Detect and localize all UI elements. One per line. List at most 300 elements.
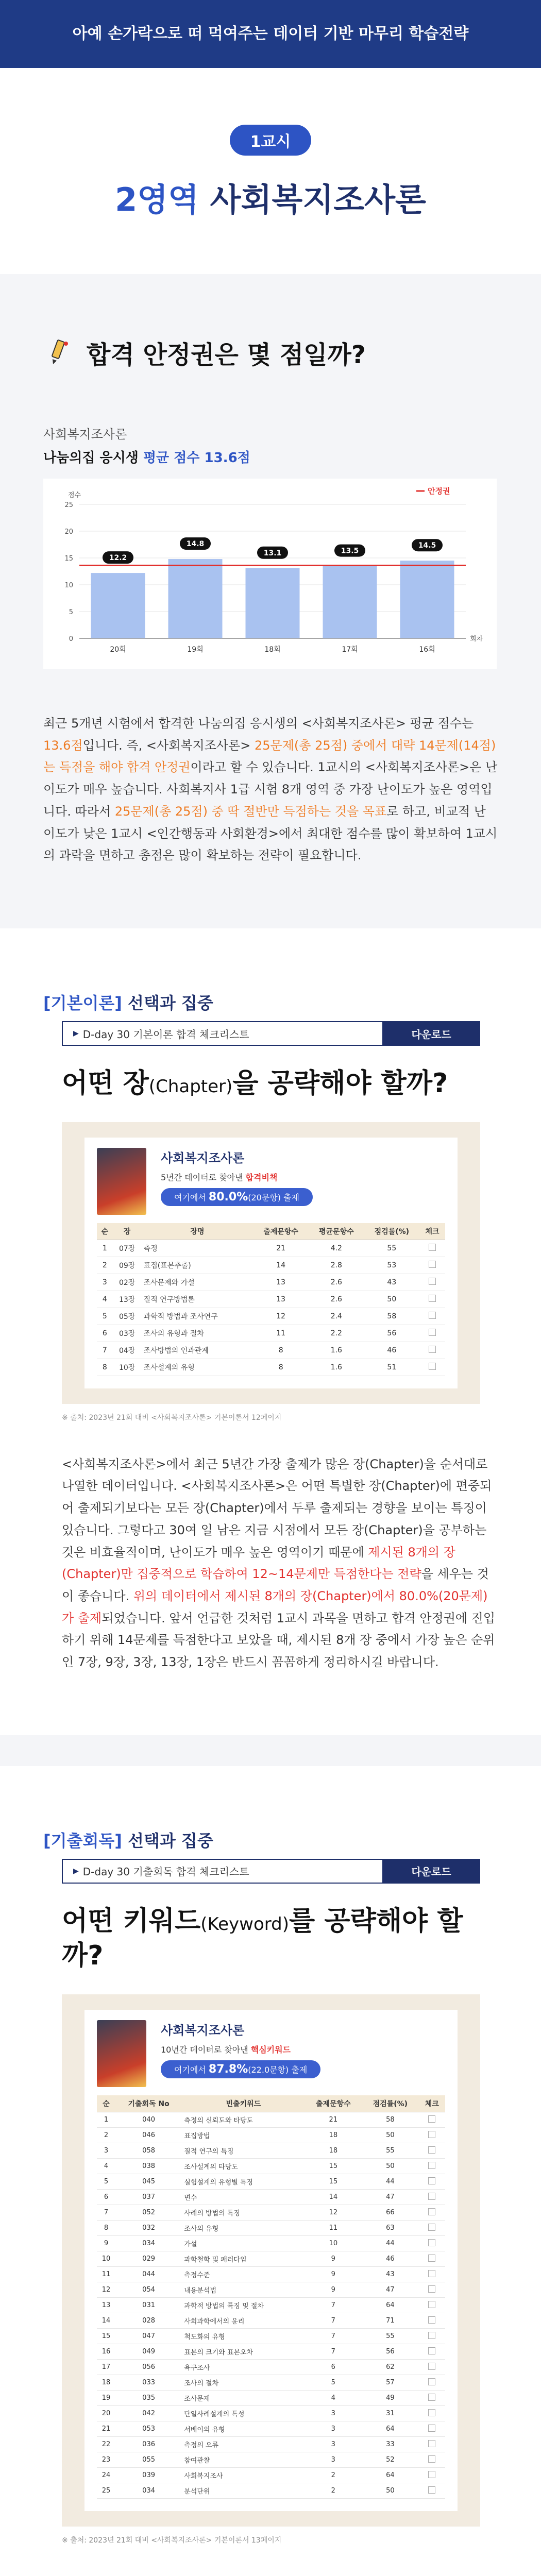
table-cell: 9 [305, 2251, 362, 2267]
table-cell: 표집방법 [182, 2128, 305, 2143]
book-row [97, 2020, 445, 2087]
area-label: 2영역 [115, 181, 199, 218]
check-cell[interactable] [419, 1291, 445, 1308]
table-cell: 12 [305, 2205, 362, 2221]
table-header: 출제문항수 [253, 1223, 309, 1240]
checkbox[interactable] [428, 2332, 435, 2339]
subject-label: 사회복지조사론 [210, 181, 426, 218]
table-cell: 50 [362, 2128, 418, 2143]
table-cell: 64 [362, 2421, 418, 2437]
table-cell: 4 [97, 1291, 113, 1308]
table-cell: 2.4 [309, 1308, 364, 1325]
table-cell: 053 [115, 2421, 182, 2437]
table-cell: 사회과학에서의 윤리 [182, 2313, 305, 2329]
source-note: ※ 출처: 2023년 21회 대비 <사회복지조사론> 기본이론서 13페이지 [62, 2536, 282, 2545]
table-row [97, 1274, 445, 1291]
table-row [97, 2313, 445, 2329]
table-cell: 2.6 [309, 1274, 364, 1291]
table-row [97, 1359, 445, 1376]
checkbox[interactable] [428, 2255, 435, 2262]
check-cell[interactable] [419, 2313, 445, 2329]
table-cell: 변수 [182, 2190, 305, 2205]
table-cell: 단일사례설계의 특성 [182, 2406, 305, 2421]
table-cell: 4 [97, 2159, 115, 2174]
table-cell: 12 [97, 2282, 115, 2298]
book-desc [161, 2043, 320, 2055]
paragraph-segment: 25문제(총 25점) 중에서 대략 14문제(14점)는 득점을 해야 합격 안정권 [43, 738, 496, 775]
table-cell: 50 [362, 2483, 418, 2499]
table-row [97, 1308, 445, 1325]
y-tick-label: 5 [69, 608, 73, 616]
table-cell: 55 [362, 2329, 418, 2344]
table-cell: 사회복지조사 [182, 2468, 305, 2483]
table-cell: 31 [362, 2406, 418, 2421]
checkbox[interactable] [428, 2239, 435, 2246]
table-cell: 조사의 절차 [182, 2375, 305, 2391]
table-cell: 7 [97, 2205, 115, 2221]
table-cell: 11 [97, 2267, 115, 2282]
table-row [97, 2344, 445, 2360]
checkbox[interactable] [428, 2224, 435, 2231]
table-cell: 내용분석법 [182, 2282, 305, 2298]
table-row [97, 2236, 445, 2251]
checkbox[interactable] [428, 2486, 435, 2494]
table-cell: 9 [305, 2282, 362, 2298]
table-cell: 1.6 [309, 1342, 364, 1359]
table-cell: 8 [97, 1359, 113, 1376]
table-header: 장 [113, 1223, 142, 1240]
checkbox[interactable] [428, 2316, 435, 2324]
table-header: 순 [97, 1223, 113, 1240]
tag-focus: 선택과 집중 [128, 993, 213, 1013]
check-cell[interactable] [419, 1257, 445, 1274]
period-pill: 1교시 [230, 125, 312, 156]
table-cell: 18 [97, 2375, 115, 2391]
question-part-b: 를 공략해야 할까? [62, 1905, 463, 1972]
table-cell: 15 [305, 2174, 362, 2190]
table-cell: 가설 [182, 2236, 305, 2251]
table-cell: 02장 [113, 1274, 142, 1291]
check-cell[interactable] [419, 1359, 445, 1376]
book-card [62, 1122, 480, 1404]
table-header: 평균문항수 [309, 1223, 364, 1240]
table-row [97, 2468, 445, 2483]
book-desc-b: 합격비책 [245, 1172, 278, 1182]
table-header: 점검률(%) [362, 2095, 418, 2112]
table-cell: 측정 [142, 1240, 253, 1257]
table-cell: 15 [305, 2159, 362, 2174]
table-cell: 47 [362, 2282, 418, 2298]
table-cell: 사례의 방법의 특징 [182, 2205, 305, 2221]
paragraph-segment: 되었습니다. 앞서 언급한 것처럼 1교시 과목을 면하고 합격 안정권에 진입하기 위해 14문제를 득점한다고 보았을 때, 제시된 8개 장 중에서 가장 높은 순위인 7장, 9장, 3장, 13장, 1장은 반드시 꼼꼼하게 정리하시길 바랍니다. [62, 1611, 496, 1670]
table-cell: 8 [97, 2221, 115, 2236]
table-cell: 46 [362, 2251, 418, 2267]
y-tick-label: 25 [64, 501, 73, 509]
book-title: 사회복지조사론 [161, 2023, 245, 2038]
question-title [62, 1904, 498, 1974]
checkbox[interactable] [428, 2394, 435, 2401]
checkbox[interactable] [429, 1346, 436, 1353]
table-cell: 18 [305, 2128, 362, 2143]
table-cell: 3 [97, 2143, 115, 2159]
table-cell: 과학적 방법과 조사연구 [142, 1308, 253, 1325]
table-cell: 욕구조사 [182, 2360, 305, 2375]
table-cell: 55 [362, 2143, 418, 2159]
table-cell: 038 [115, 2159, 182, 2174]
book-cover-image [97, 1148, 146, 1215]
book-info [161, 2020, 320, 2078]
checkbox[interactable] [428, 2131, 435, 2138]
table-header-row [97, 2095, 445, 2112]
table-cell: 43 [362, 2267, 418, 2282]
table-cell: 13 [97, 2298, 115, 2313]
checkbox[interactable] [428, 2471, 435, 2478]
table-row [97, 2329, 445, 2344]
table-cell: 71 [362, 2313, 418, 2329]
table-header: 순 [97, 2095, 115, 2112]
checklist-label-wrap [62, 1021, 382, 1046]
table-cell: 2.2 [309, 1325, 364, 1342]
check-cell[interactable] [419, 1240, 445, 1257]
checkbox[interactable] [428, 2455, 435, 2463]
table-row [97, 2221, 445, 2236]
table-cell: 1 [97, 1240, 113, 1257]
table-cell: 58 [362, 2112, 418, 2128]
book-card-inner [84, 2010, 458, 2511]
question-small: (Keyword) [200, 1913, 290, 1935]
table-cell: 22 [97, 2437, 115, 2452]
check-cell[interactable] [419, 2112, 445, 2128]
table-cell: 10 [305, 2236, 362, 2251]
table-cell: 056 [115, 2360, 182, 2375]
table-header: 출제문항수 [305, 2095, 362, 2112]
bar [91, 573, 145, 638]
check-cell[interactable] [419, 2437, 445, 2452]
table-cell: 62 [362, 2360, 418, 2375]
table-cell: 20 [97, 2406, 115, 2421]
stat-prefix: 나눔의집 응시생 [43, 450, 139, 466]
check-cell[interactable] [419, 1308, 445, 1325]
table-cell: 5 [97, 2174, 115, 2190]
table-cell: 9 [305, 2267, 362, 2282]
checkbox[interactable] [428, 2115, 435, 2123]
check-cell[interactable] [419, 2205, 445, 2221]
ratio-a: 여기에서 [174, 1192, 209, 1202]
triangle-icon: ▶ [73, 1867, 79, 1875]
checkbox[interactable] [428, 2285, 435, 2293]
table-cell: 049 [115, 2344, 182, 2360]
table-row [97, 1257, 445, 1274]
table-cell: 3 [305, 2406, 362, 2421]
table-cell: 7 [305, 2329, 362, 2344]
check-cell[interactable] [419, 2483, 445, 2499]
table-cell: 표집(표본추출) [142, 1257, 253, 1274]
ratio-pill [161, 1188, 313, 1206]
value-label: 13.5 [341, 547, 359, 555]
table-cell: 035 [115, 2391, 182, 2406]
table-cell: 11 [305, 2221, 362, 2236]
checklist-label-wrap [62, 1859, 382, 1884]
table-cell: 33 [362, 2437, 418, 2452]
checkbox[interactable] [428, 2162, 435, 2169]
table-cell: 031 [115, 2298, 182, 2313]
paragraph-segment: 최근 5개년 시험에서 합격한 나눔의집 응시생의 <사회복지조사론> 평균 점수는 [43, 716, 474, 731]
table-header: 체크 [419, 1223, 445, 1240]
score-section [0, 274, 541, 928]
checkbox[interactable] [429, 1363, 436, 1370]
check-cell[interactable] [419, 2298, 445, 2313]
checkbox[interactable] [428, 2208, 435, 2215]
table-row [97, 2298, 445, 2313]
check-cell[interactable] [419, 2391, 445, 2406]
paragraph-segment: 25문제(총 25점) 중 딱 절반만 득점하는 것을 목표 [114, 804, 387, 819]
value-label: 14.8 [186, 540, 205, 549]
paragraph-segment: 로 하고, 비교적 난이도가 낮은 1교시 <인간행동과 사회환경>에서 최대한 점수를 많이 확보하여 1교시의 과락을 면하고 총점은 많이 확보하는 전략이 필요합니다. [43, 804, 498, 863]
table-cell: 6 [97, 2190, 115, 2205]
table-cell: 2 [97, 2128, 115, 2143]
table-cell: 054 [115, 2282, 182, 2298]
table-cell: 55 [364, 1240, 419, 1257]
table-cell: 18 [305, 2143, 362, 2159]
table-cell: 44 [362, 2236, 418, 2251]
table-cell: 6 [305, 2360, 362, 2375]
paragraph-segment: 제시된 8개의 장(Chapter)만 집중적으로 학습하여 12~14문제만 득점한다는 전략 [62, 1545, 455, 1582]
checkbox[interactable] [428, 2409, 435, 2416]
table-cell: 17 [97, 2360, 115, 2375]
table-cell: 실험설계의 유형별 특징 [182, 2174, 305, 2190]
table-cell: 5 [305, 2375, 362, 2391]
table-cell: 질적 연구의 특징 [182, 2143, 305, 2159]
table-header: 체크 [419, 2095, 445, 2112]
checklist-bar [62, 1859, 480, 1884]
value-label: 13.1 [263, 549, 282, 557]
table-header: 빈출키워드 [182, 2095, 305, 2112]
x-tick-label: 19회 [187, 646, 204, 654]
table-cell: 53 [364, 1257, 419, 1274]
table-row [97, 1342, 445, 1359]
checkbox[interactable] [428, 2440, 435, 2447]
book-card [62, 1994, 480, 2527]
check-cell[interactable] [419, 1342, 445, 1359]
bar-chart [43, 479, 497, 669]
table-cell: 9 [97, 2236, 115, 2251]
ratio-b: 87.8% [208, 2063, 248, 2076]
bar [246, 568, 300, 638]
checkbox[interactable] [429, 1244, 436, 1251]
download-button[interactable]: 다운로드 [382, 1859, 480, 1884]
checkbox[interactable] [429, 1329, 436, 1336]
ratio-pill [161, 2060, 320, 2078]
stat-main [43, 447, 541, 466]
x-axis-label: 회차 [470, 635, 483, 643]
pencil-icon [43, 337, 74, 368]
check-cell[interactable] [419, 2143, 445, 2159]
table-cell: 과학철학 및 패러다임 [182, 2251, 305, 2267]
checkbox[interactable] [428, 2425, 435, 2432]
checkbox[interactable] [428, 2363, 435, 2370]
table-row [97, 2421, 445, 2437]
paragraph-segment: 13.6점 [43, 738, 83, 753]
table-cell: 055 [115, 2452, 182, 2468]
page-title [0, 174, 541, 220]
table-cell: 표본의 크기와 표본오차 [182, 2344, 305, 2360]
checkbox[interactable] [429, 1295, 436, 1302]
checkbox[interactable] [428, 2270, 435, 2277]
y-tick-label: 15 [64, 555, 73, 563]
table-cell: 척도화의 유형 [182, 2329, 305, 2344]
book-title: 사회복지조사론 [161, 1150, 245, 1165]
table-cell: 13장 [113, 1291, 142, 1308]
table-cell: 034 [115, 2483, 182, 2499]
table-cell: 측정수준 [182, 2267, 305, 2282]
book-desc-a: 5년간 데이터로 찾아낸 [161, 1172, 246, 1182]
check-cell[interactable] [419, 2251, 445, 2267]
checkbox[interactable] [429, 1261, 436, 1268]
keyword-section [0, 1766, 541, 2576]
table-cell: 2 [305, 2468, 362, 2483]
table-cell: 10장 [113, 1359, 142, 1376]
section-tag [43, 1828, 541, 1852]
checkbox[interactable] [428, 2378, 435, 2385]
y-axis-label: 점수 [68, 492, 81, 499]
table-cell: 13 [253, 1274, 309, 1291]
question-small: (Chapter) [148, 1076, 233, 1097]
download-button[interactable]: 다운로드 [382, 1021, 480, 1046]
stat-highlight: 평균 점수 13.6점 [143, 450, 250, 466]
book-desc-b: 핵심키워드 [250, 2045, 291, 2055]
check-cell[interactable] [419, 2360, 445, 2375]
checkbox[interactable] [428, 2146, 435, 2154]
table-cell: 042 [115, 2406, 182, 2421]
paragraph-segment: <사회복지조사론>에서 최근 5년간 가장 출제가 많은 장(Chapter)을 순서대로 나열한 데이터입니다. <사회복지조사론>은 어떤 특별한 장(Chapter)에 편중되어 출제되기보다는 모든 장(Chapter)에서 두루 출제되는 경향을 보이는 특징이 있습니다. 그렇다고 30여 일 남은 지금 시점에서 모든 장(Chapter)을 공부하는 것은 비효율적이며, 난이도가 매우 높은 영역이기 때문에 [62, 1456, 492, 1560]
table-cell: 23 [97, 2452, 115, 2468]
table-row [97, 2251, 445, 2267]
checklist-label: D-day 30 기본이론 합격 체크리스트 [82, 1028, 249, 1041]
table-header-row [97, 1223, 445, 1240]
check-cell[interactable] [419, 2267, 445, 2282]
table-cell: 64 [362, 2298, 418, 2313]
table-cell: 52 [362, 2452, 418, 2468]
check-cell[interactable] [419, 2236, 445, 2251]
table-cell: 3 [305, 2452, 362, 2468]
check-cell[interactable] [419, 2159, 445, 2174]
table-cell: 032 [115, 2221, 182, 2236]
question-part-a: 어떤 장 [62, 1068, 149, 1099]
check-cell[interactable] [419, 2344, 445, 2360]
chapter-paragraph [62, 1453, 498, 1673]
triangle-icon: ▶ [73, 1029, 79, 1038]
table-row [97, 2360, 445, 2375]
table-cell: 037 [115, 2190, 182, 2205]
table-cell: 조사설계의 유형 [142, 1359, 253, 1376]
bar [168, 559, 223, 638]
check-cell[interactable] [419, 1325, 445, 1342]
top-banner: 아예 손가락으로 떠 먹여주는 데이터 기반 마무리 학습전략 [0, 0, 541, 68]
table-row [97, 2483, 445, 2499]
table-cell: 4 [305, 2391, 362, 2406]
table-cell: 조사의 유형 [182, 2221, 305, 2236]
table-cell: 7 [305, 2298, 362, 2313]
analysis-paragraph [43, 713, 498, 867]
check-cell[interactable] [419, 2375, 445, 2391]
tag-basic: [기본이론] [43, 993, 122, 1013]
check-cell[interactable] [419, 2468, 445, 2483]
check-cell[interactable] [419, 2421, 445, 2437]
check-cell[interactable] [419, 2282, 445, 2298]
question-part-a: 어떤 키워드 [62, 1905, 201, 1937]
table-cell: 045 [115, 2174, 182, 2190]
table-cell: 15 [97, 2329, 115, 2344]
stat-label: 사회복지조사론 [43, 427, 127, 442]
table-cell: 분석단위 [182, 2483, 305, 2499]
check-cell[interactable] [419, 1274, 445, 1291]
table-row [97, 2406, 445, 2421]
table-cell: 09장 [113, 1257, 142, 1274]
tag-focus: 선택과 집중 [128, 1831, 213, 1851]
checkbox[interactable] [428, 2177, 435, 2184]
paragraph-segment: 을 세우는 것이 좋습니다. [62, 1567, 489, 1603]
table-cell: 4.2 [309, 1240, 364, 1257]
source-note: ※ 출처: 2023년 21회 대비 <사회복지조사론> 기본이론서 12페이지 [62, 1413, 282, 1422]
checkbox[interactable] [429, 1312, 436, 1319]
check-cell[interactable] [419, 2406, 445, 2421]
table-cell: 05장 [113, 1308, 142, 1325]
section-heading [0, 335, 541, 370]
value-label: 12.2 [109, 554, 127, 563]
table-cell: 11 [253, 1325, 309, 1342]
checkbox[interactable] [429, 1278, 436, 1285]
question-part-b: 을 공략해야 할까? [232, 1068, 448, 1099]
table-header: 기출회독 No [115, 2095, 182, 2112]
table-cell: 2.8 [309, 1257, 364, 1274]
table-cell: 047 [115, 2329, 182, 2344]
check-cell[interactable] [419, 2190, 445, 2205]
checkbox[interactable] [428, 2301, 435, 2308]
table-cell: 참여관찰 [182, 2452, 305, 2468]
table-cell: 3 [305, 2437, 362, 2452]
checkbox[interactable] [428, 2347, 435, 2354]
x-tick-label: 17회 [342, 646, 358, 654]
table-cell: 14 [97, 2313, 115, 2329]
paragraph-segment: 이라고 할 수 있습니다. 1교시의 <사회복지조사론>은 난이도가 매우 높습니다. 사회복지사 1급 시험 8개 영역 중 가장 난이도가 높은 영역입니다. 따라서 [43, 760, 498, 819]
check-cell[interactable] [419, 2174, 445, 2190]
check-cell[interactable] [419, 2221, 445, 2236]
check-cell[interactable] [419, 2452, 445, 2468]
table-row [97, 2267, 445, 2282]
x-tick-label: 18회 [264, 646, 281, 654]
table-row [97, 1325, 445, 1342]
table-row [97, 2391, 445, 2406]
y-tick-label: 20 [64, 528, 73, 536]
table-cell: 63 [362, 2221, 418, 2236]
table-cell: 5 [97, 1308, 113, 1325]
paragraph-segment: 위의 데이터에서 제시된 8개의 장(Chapter)에서 80.0%(20문제)가 출제 [62, 1588, 488, 1625]
table-cell: 조사설계의 타당도 [182, 2159, 305, 2174]
table-cell: 028 [115, 2313, 182, 2329]
ratio-b: 80.0% [208, 1190, 248, 1204]
check-cell[interactable] [419, 2128, 445, 2143]
y-tick-label: 0 [69, 635, 73, 643]
section-title: 합격 안정권은 몇 점일까? [87, 341, 366, 369]
table-cell: 44 [362, 2174, 418, 2190]
check-cell[interactable] [419, 2329, 445, 2344]
table-row [97, 2128, 445, 2143]
table-header: 장명 [142, 1223, 253, 1240]
table-cell: 조사문제 [182, 2391, 305, 2406]
table-cell: 3 [305, 2421, 362, 2437]
table-cell: 조사문제와 가설 [142, 1274, 253, 1291]
checkbox[interactable] [428, 2193, 435, 2200]
